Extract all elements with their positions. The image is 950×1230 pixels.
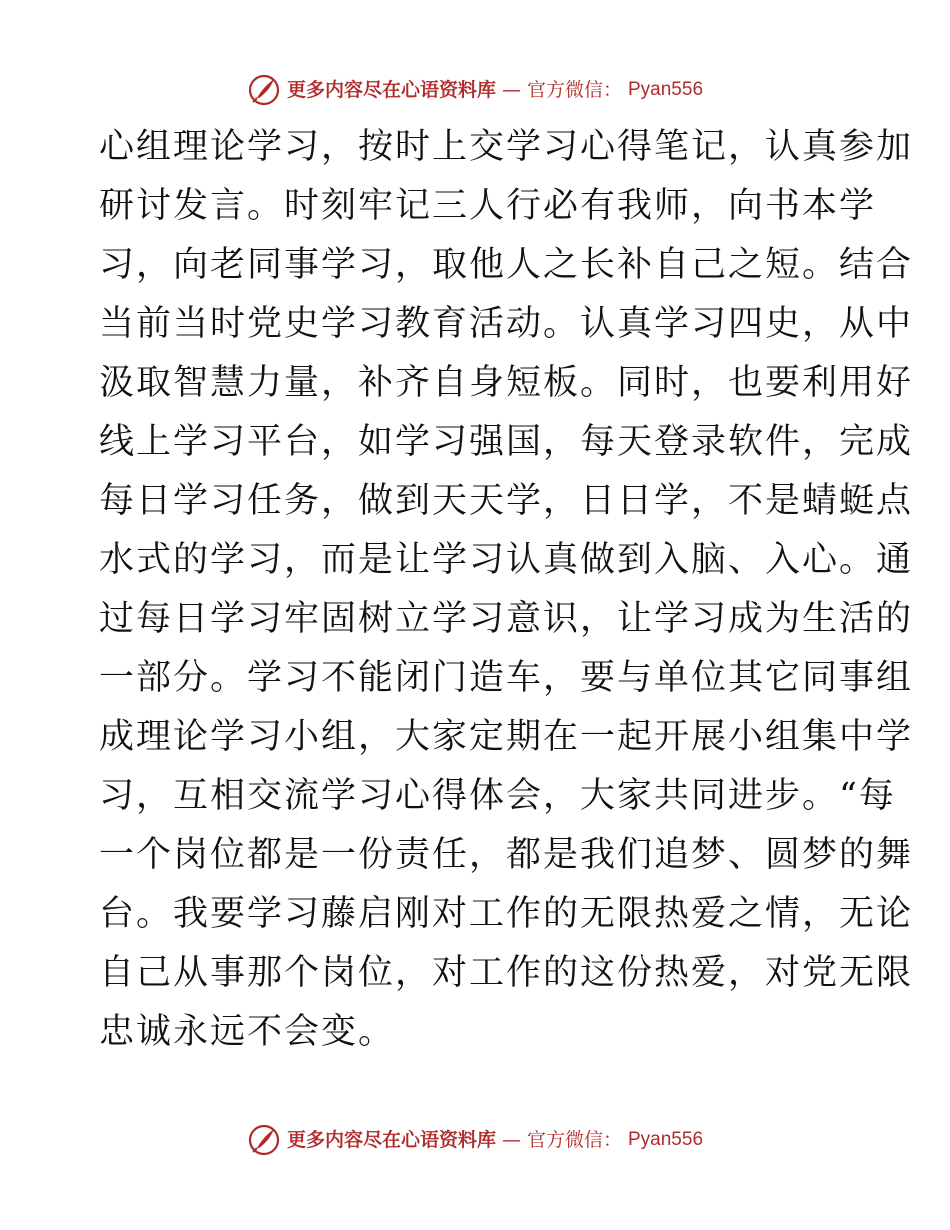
body-line: 习，互相交流学习心得体会，大家共同进步。“每 bbox=[99, 776, 896, 816]
header-banner-contact-label: 官方微信： bbox=[526, 79, 622, 101]
header-banner-separator: — bbox=[501, 79, 521, 101]
body-line: 过每日学习牢固树立学习意识，让学习成为生活的 bbox=[99, 599, 914, 639]
footer-banner bbox=[0, 1120, 950, 1160]
body-line: 一部分。学习不能闭门造车，要与单位其它同事组 bbox=[99, 658, 914, 698]
body-line: 自己从事那个岗位，对工作的这份热爱，对党无限 bbox=[99, 953, 914, 993]
body-line: 每日学习任务，做到天天学，日日学，不是蜻蜓点 bbox=[99, 481, 914, 521]
header-banner bbox=[0, 70, 950, 110]
quill-pen-logo-icon bbox=[247, 73, 281, 107]
quill-pen-logo-icon bbox=[247, 1123, 281, 1157]
body-line: 习，向老同事学习，取他人之长补自己之短。结合 bbox=[99, 245, 914, 285]
body-line: 心组理论学习，按时上交学习心得笔记，认真参加 bbox=[99, 127, 914, 167]
body-line: 当前当时党史学习教育活动。认真学习四史，从中 bbox=[99, 304, 914, 344]
footer-banner-separator: — bbox=[501, 1129, 521, 1151]
header-banner-contact-handle: Pyan556 bbox=[628, 79, 704, 100]
body-line: 忠诚永远不会变。 bbox=[99, 1012, 396, 1052]
body-line: 成理论学习小组，大家定期在一起开展小组集中学 bbox=[99, 717, 914, 757]
footer-banner-contact-handle: Pyan556 bbox=[628, 1129, 704, 1150]
footer-banner-contact-label: 官方微信： bbox=[526, 1129, 622, 1151]
footer-banner-lead: 更多内容尽在心语资料库 bbox=[286, 1129, 496, 1151]
body-line: 水式的学习，而是让学习认真做到入脑、入心。通 bbox=[99, 540, 914, 580]
body-line: 一个岗位都是一份责任，都是我们追梦、圆梦的舞 bbox=[99, 835, 914, 875]
body-line: 汲取智慧力量，补齐自身短板。同时，也要利用好 bbox=[99, 363, 914, 403]
document-body bbox=[99, 118, 914, 1062]
header-banner-lead: 更多内容尽在心语资料库 bbox=[286, 79, 496, 101]
body-line: 研讨发言。时刻牢记三人行必有我师，向书本学 bbox=[99, 186, 877, 226]
body-line: 台。我要学习藤启刚对工作的无限热爱之情，无论 bbox=[99, 894, 914, 934]
body-line: 线上学习平台，如学习强国，每天登录软件，完成 bbox=[99, 422, 914, 462]
